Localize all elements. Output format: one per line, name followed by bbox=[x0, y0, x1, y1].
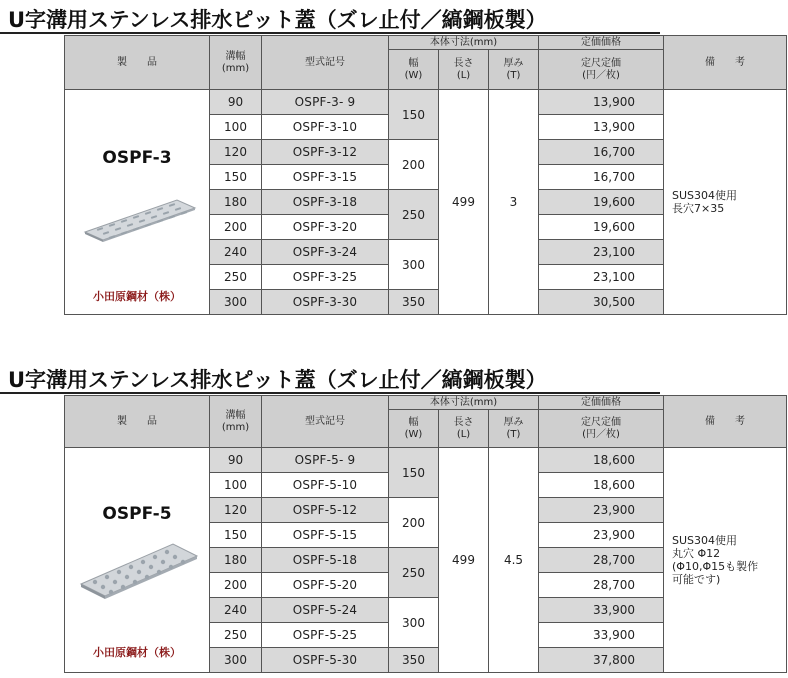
header-groove-width-label: 溝幅 bbox=[225, 409, 246, 421]
model-cell: OSPF-3-12 bbox=[262, 140, 389, 165]
price-cell: 23,900 bbox=[539, 523, 664, 548]
body-width-cell: 300 bbox=[389, 598, 439, 648]
note-line: 長穴7×35 bbox=[672, 202, 725, 215]
maker-name: 小田原鋼材（株） bbox=[93, 646, 181, 659]
model-cell: OSPF-3-15 bbox=[262, 165, 389, 190]
header-price bbox=[539, 50, 664, 90]
model-cell: OSPF-5-20 bbox=[262, 573, 389, 598]
groove-width-cell: 100 bbox=[210, 115, 262, 140]
groove-width-cell: 200 bbox=[210, 215, 262, 240]
model-cell: OSPF-5-18 bbox=[262, 548, 389, 573]
model-cell: OSPF-5-24 bbox=[262, 598, 389, 623]
price-cell: 18,600 bbox=[539, 448, 664, 473]
header-l bbox=[439, 410, 489, 448]
length-cell: 499 bbox=[439, 448, 489, 673]
body-width-cell: 200 bbox=[389, 140, 439, 190]
note-line: SUS304使用 bbox=[672, 189, 738, 202]
header-t-label: 厚み bbox=[503, 416, 524, 428]
maker-name: 小田原鋼材（株） bbox=[93, 290, 181, 303]
groove-width-cell: 180 bbox=[210, 190, 262, 215]
header-dims-group: 本体寸法(mm) bbox=[389, 396, 539, 410]
header-groove-width-unit: (mm) bbox=[221, 421, 250, 433]
body-width-cell: 250 bbox=[389, 190, 439, 240]
body-width-cell: 200 bbox=[389, 498, 439, 548]
perforated-plate-image bbox=[77, 538, 199, 600]
thickness-cell: 3 bbox=[489, 90, 539, 315]
product-cell bbox=[65, 448, 210, 673]
header-t bbox=[489, 50, 539, 90]
product-cell bbox=[65, 90, 210, 315]
table-row bbox=[65, 448, 787, 473]
model-cell: OSPF-3-24 bbox=[262, 240, 389, 265]
header-t-label: 厚み bbox=[503, 57, 524, 69]
body-width-cell: 350 bbox=[389, 648, 439, 673]
title-rule bbox=[0, 392, 660, 394]
title-rule bbox=[0, 32, 660, 34]
header-price bbox=[539, 410, 664, 448]
body-width-cell: 300 bbox=[389, 240, 439, 290]
header-w bbox=[389, 410, 439, 448]
price-cell: 13,900 bbox=[539, 115, 664, 140]
price-cell: 13,900 bbox=[539, 90, 664, 115]
model-cell: OSPF-5-12 bbox=[262, 498, 389, 523]
groove-width-cell: 250 bbox=[210, 265, 262, 290]
model-cell: OSPF-3-25 bbox=[262, 265, 389, 290]
model-cell: OSPF-3- 9 bbox=[262, 90, 389, 115]
header-price-group: 定価価格 bbox=[539, 36, 664, 50]
header-notes: 備 考 bbox=[664, 36, 787, 90]
product-name: OSPF-5 bbox=[102, 504, 172, 524]
price-cell: 16,700 bbox=[539, 165, 664, 190]
header-groove-width bbox=[210, 36, 262, 90]
model-cell: OSPF-3-20 bbox=[262, 215, 389, 240]
groove-width-cell: 100 bbox=[210, 473, 262, 498]
groove-width-cell: 120 bbox=[210, 140, 262, 165]
price-cell: 33,900 bbox=[539, 598, 664, 623]
body-width-cell: 150 bbox=[389, 90, 439, 140]
header-w bbox=[389, 50, 439, 90]
groove-width-cell: 300 bbox=[210, 648, 262, 673]
header-t-unit: (T) bbox=[506, 428, 521, 440]
header-price-label: 定尺定価 bbox=[581, 416, 621, 428]
header-product: 製 品 bbox=[65, 396, 210, 448]
groove-width-cell: 240 bbox=[210, 240, 262, 265]
notes-cell bbox=[664, 448, 787, 673]
groove-width-cell: 180 bbox=[210, 548, 262, 573]
spec-table bbox=[64, 35, 787, 315]
header-l-label: 長さ bbox=[453, 416, 474, 428]
price-cell: 28,700 bbox=[539, 548, 664, 573]
section-ospf-3 bbox=[0, 0, 788, 330]
model-cell: OSPF-5-10 bbox=[262, 473, 389, 498]
header-w-label: 幅 bbox=[408, 416, 419, 428]
groove-width-cell: 240 bbox=[210, 598, 262, 623]
price-cell: 37,800 bbox=[539, 648, 664, 673]
header-model: 型式記号 bbox=[262, 36, 389, 90]
groove-width-cell: 250 bbox=[210, 623, 262, 648]
groove-width-cell: 90 bbox=[210, 90, 262, 115]
header-dims-group: 本体寸法(mm) bbox=[389, 36, 539, 50]
header-price-unit: (円／枚) bbox=[582, 428, 620, 440]
section-ospf-5 bbox=[0, 360, 788, 678]
body-width-cell: 350 bbox=[389, 290, 439, 315]
header-l-unit: (L) bbox=[456, 69, 471, 81]
model-cell: OSPF-5-25 bbox=[262, 623, 389, 648]
note-line: SUS304使用 bbox=[672, 534, 738, 547]
header-w-label: 幅 bbox=[408, 57, 419, 69]
header-product: 製 品 bbox=[65, 36, 210, 90]
header-groove-width-unit: (mm) bbox=[221, 62, 250, 74]
price-cell: 16,700 bbox=[539, 140, 664, 165]
groove-width-cell: 120 bbox=[210, 498, 262, 523]
header-l bbox=[439, 50, 489, 90]
header-w-unit: (W) bbox=[404, 69, 423, 81]
model-cell: OSPF-5-15 bbox=[262, 523, 389, 548]
model-cell: OSPF-3-18 bbox=[262, 190, 389, 215]
header-model: 型式記号 bbox=[262, 396, 389, 448]
price-cell: 30,500 bbox=[539, 290, 664, 315]
header-price-group: 定価価格 bbox=[539, 396, 664, 410]
model-cell: OSPF-5- 9 bbox=[262, 448, 389, 473]
price-cell: 23,100 bbox=[539, 240, 664, 265]
model-cell: OSPF-3-10 bbox=[262, 115, 389, 140]
groove-width-cell: 300 bbox=[210, 290, 262, 315]
header-l-label: 長さ bbox=[453, 57, 474, 69]
length-cell: 499 bbox=[439, 90, 489, 315]
table-row bbox=[65, 90, 787, 115]
price-cell: 18,600 bbox=[539, 473, 664, 498]
price-cell: 19,600 bbox=[539, 215, 664, 240]
header-groove-width-label: 溝幅 bbox=[225, 50, 246, 62]
note-line: (Φ10,Φ15も製作 bbox=[672, 560, 759, 573]
header-t-unit: (T) bbox=[506, 69, 521, 81]
model-cell: OSPF-3-30 bbox=[262, 290, 389, 315]
groove-width-cell: 150 bbox=[210, 165, 262, 190]
groove-width-cell: 150 bbox=[210, 523, 262, 548]
notes-cell bbox=[664, 90, 787, 315]
perforated-plate-image bbox=[79, 194, 197, 242]
thickness-cell: 4.5 bbox=[489, 448, 539, 673]
model-cell: OSPF-5-30 bbox=[262, 648, 389, 673]
price-cell: 23,100 bbox=[539, 265, 664, 290]
header-price-unit: (円／枚) bbox=[582, 69, 620, 81]
body-width-cell: 150 bbox=[389, 448, 439, 498]
spec-table bbox=[64, 395, 787, 673]
header-price-label: 定尺定価 bbox=[581, 57, 621, 69]
header-w-unit: (W) bbox=[404, 428, 423, 440]
groove-width-cell: 90 bbox=[210, 448, 262, 473]
note-line: 可能です) bbox=[672, 573, 721, 586]
section-title: U字溝用ステンレス排水ピット蓋（ズレ止付／縞鋼板製） bbox=[8, 368, 547, 392]
header-l-unit: (L) bbox=[456, 428, 471, 440]
body-width-cell: 250 bbox=[389, 548, 439, 598]
section-title: U字溝用ステンレス排水ピット蓋（ズレ止付／縞鋼板製） bbox=[8, 8, 547, 32]
price-cell: 23,900 bbox=[539, 498, 664, 523]
header-notes: 備 考 bbox=[664, 396, 787, 448]
price-cell: 33,900 bbox=[539, 623, 664, 648]
price-cell: 19,600 bbox=[539, 190, 664, 215]
product-name: OSPF-3 bbox=[102, 148, 172, 168]
header-t bbox=[489, 410, 539, 448]
note-line: 丸穴 Φ12 bbox=[672, 547, 721, 560]
header-groove-width bbox=[210, 396, 262, 448]
price-cell: 28,700 bbox=[539, 573, 664, 598]
groove-width-cell: 200 bbox=[210, 573, 262, 598]
